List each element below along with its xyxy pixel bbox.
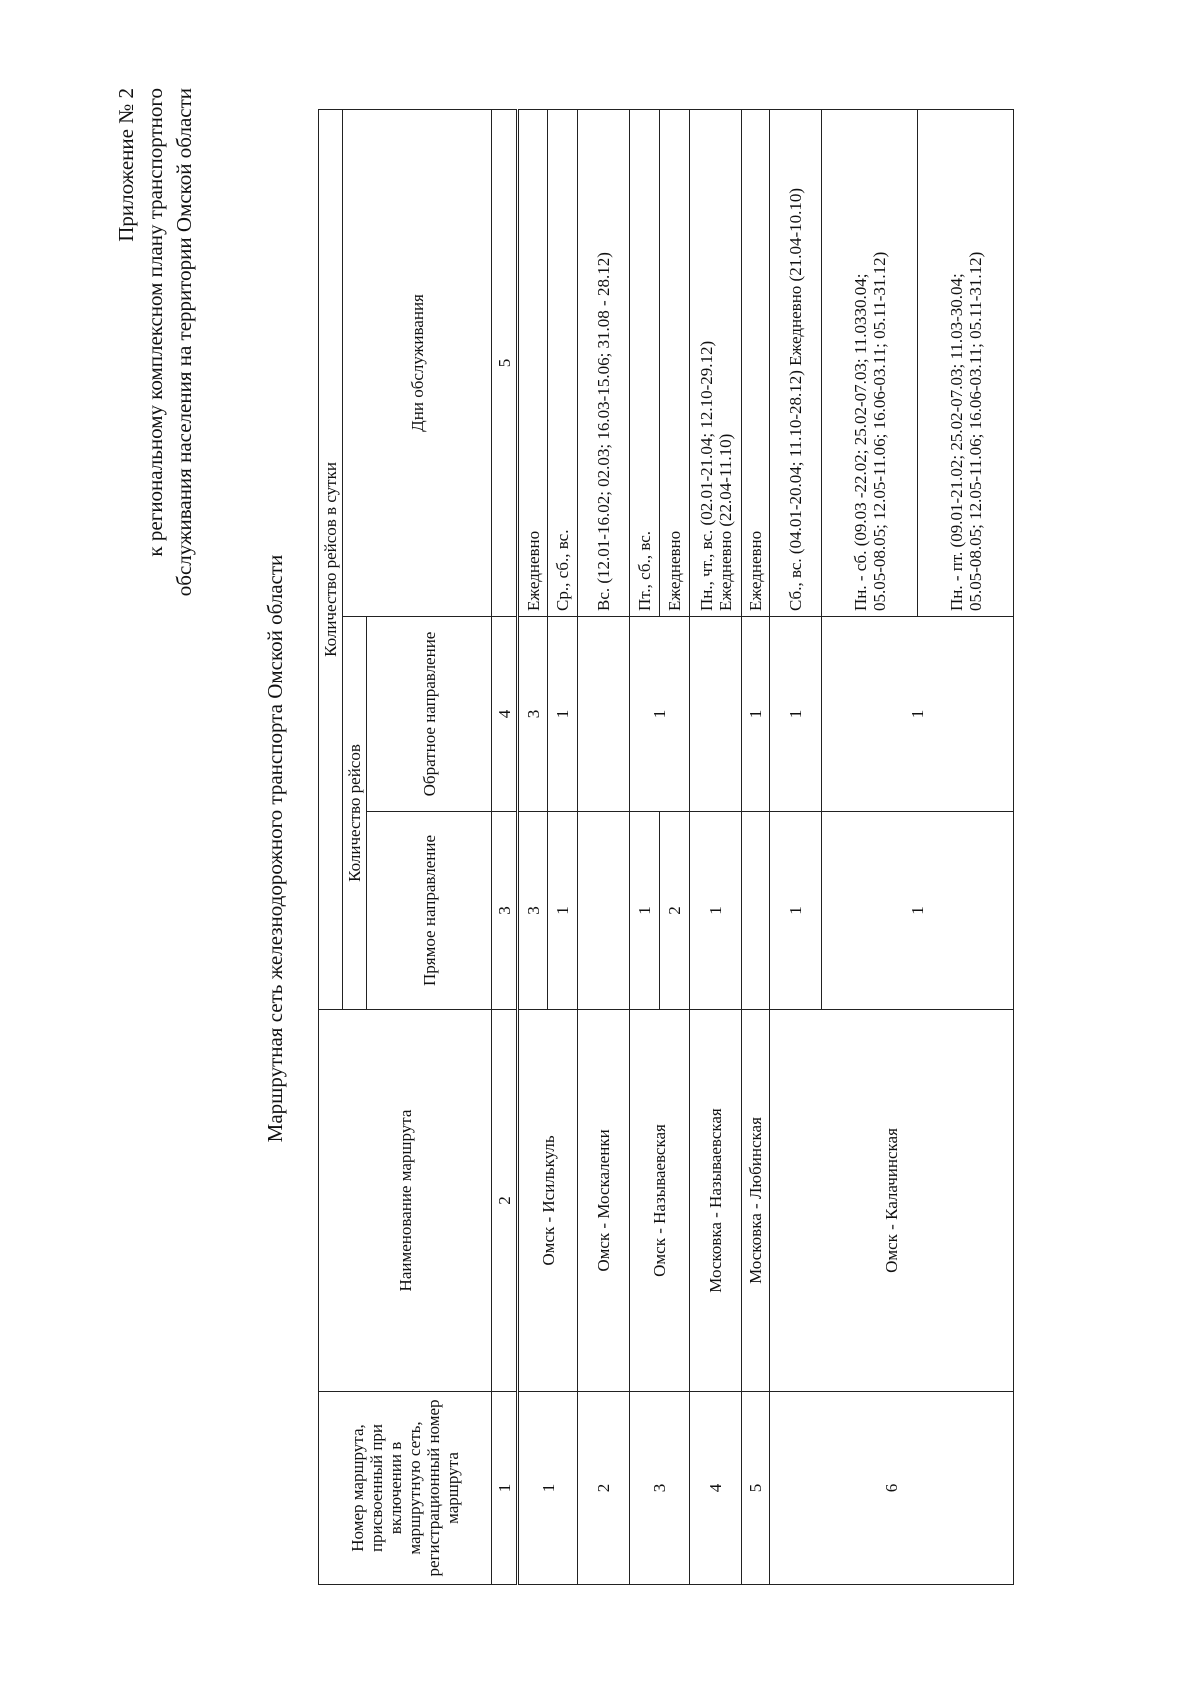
appendix-header xyxy=(112,88,199,596)
forward-cell: 1 xyxy=(630,812,660,1010)
forward-cell: 2 xyxy=(660,812,690,1010)
forward-cell: 3 xyxy=(518,812,548,1010)
column-number: 1 xyxy=(492,1392,518,1585)
table-row xyxy=(578,109,630,1584)
service-days-cell: Пн. - сб. (09.03 -22.02; 25.02-07.03; 11.0330.04; 05.05-08.05; 12.05-11.06; 16.06-03.11; 05.11-31.12) xyxy=(822,109,918,616)
service-days-cell: Ежедневно xyxy=(660,109,690,616)
service-days-cell: Ср., сб., вс. xyxy=(548,109,578,616)
table-row xyxy=(518,109,548,1584)
backward-cell: 1 xyxy=(742,617,770,812)
forward-cell: 1 xyxy=(822,812,1014,1010)
service-days-cell: Пт., сб., вс. xyxy=(630,109,660,616)
route-name-cell: Омск - Исилькуль xyxy=(518,1010,578,1392)
route-number-cell: 5 xyxy=(742,1392,770,1585)
route-network-table xyxy=(318,109,1014,1585)
appendix-line: обслуживания населения на территории Омской области xyxy=(172,88,196,597)
header-route-name: Наименование маршрута xyxy=(319,1010,492,1392)
table-row xyxy=(770,109,822,1584)
document-title: Маршрутная сеть железнодорожного транспорта Омской области xyxy=(263,554,287,1143)
backward-cell xyxy=(690,617,742,812)
table-row xyxy=(742,109,770,1584)
column-number: 4 xyxy=(492,617,518,812)
appendix-line: Приложение № 2 xyxy=(114,88,138,242)
service-days-cell: Сб., вс. (04.01-20.04; 11.10-28.12) Ежедневно (21.04-10.10) xyxy=(770,109,822,616)
forward-cell: 1 xyxy=(548,812,578,1010)
route-name-cell: Омск - Москаленки xyxy=(578,1010,630,1392)
route-number-cell: 6 xyxy=(770,1392,1014,1585)
header-forward: Прямое направление xyxy=(367,812,492,1010)
backward-cell: 1 xyxy=(548,617,578,812)
column-number: 2 xyxy=(492,1010,518,1392)
header-backward: Обратное направление xyxy=(367,617,492,812)
service-days-cell: Пн. - пт. (09.01-21.02; 25.02-07.03; 11.03-30.04; 05.05-08.05; 12.05-11.06; 16.06-03.11; 05.11-31.12) xyxy=(918,109,1014,616)
column-number: 3 xyxy=(492,812,518,1010)
column-number-row xyxy=(492,109,518,1584)
route-name-cell: Московка - Называевская xyxy=(690,1010,742,1392)
header-trip-count: Количество рейсов xyxy=(343,617,367,1010)
route-name-cell: Омск - Называевская xyxy=(630,1010,690,1392)
table-row xyxy=(690,109,742,1584)
table-header-row xyxy=(319,109,343,1584)
appendix-line: к региональному комплексном плану транспортного xyxy=(143,88,167,557)
backward-cell: 1 xyxy=(630,617,690,812)
route-name-cell: Московка - Любинская xyxy=(742,1010,770,1392)
service-days-cell: Ежедневно xyxy=(742,109,770,616)
header-route-number: Номер маршрута, присвоенный при включении в маршрутную сеть, регистрационный номер маршрута xyxy=(319,1392,492,1585)
table-row xyxy=(630,109,660,1584)
column-number: 5 xyxy=(492,109,518,616)
header-service-days: Дни обслуживания xyxy=(343,109,492,616)
route-number-cell: 1 xyxy=(518,1392,578,1585)
service-days-cell: Пн., чт., вс. (02.01-21.04; 12.10-29.12) Ежедневно (22.04-11.10) xyxy=(690,109,742,616)
backward-cell xyxy=(578,617,630,812)
service-days-cell: Ежедневно xyxy=(518,109,548,616)
forward-cell xyxy=(742,812,770,1010)
route-number-cell: 4 xyxy=(690,1392,742,1585)
backward-cell: 3 xyxy=(518,617,548,812)
backward-cell: 1 xyxy=(822,617,1014,812)
header-trips-per-day: Количество рейсов в сутки xyxy=(319,109,343,1009)
service-days-cell: Вс. (12.01-16.02; 02.03; 16.03-15.06; 31.08 - 28.12) xyxy=(578,109,630,616)
route-number-cell: 2 xyxy=(578,1392,630,1585)
forward-cell: 1 xyxy=(770,812,822,1010)
forward-cell xyxy=(578,812,630,1010)
forward-cell: 1 xyxy=(690,812,742,1010)
backward-cell: 1 xyxy=(770,617,822,812)
route-name-cell: Омск - Калачинская xyxy=(770,1010,1014,1392)
route-number-cell: 3 xyxy=(630,1392,690,1585)
